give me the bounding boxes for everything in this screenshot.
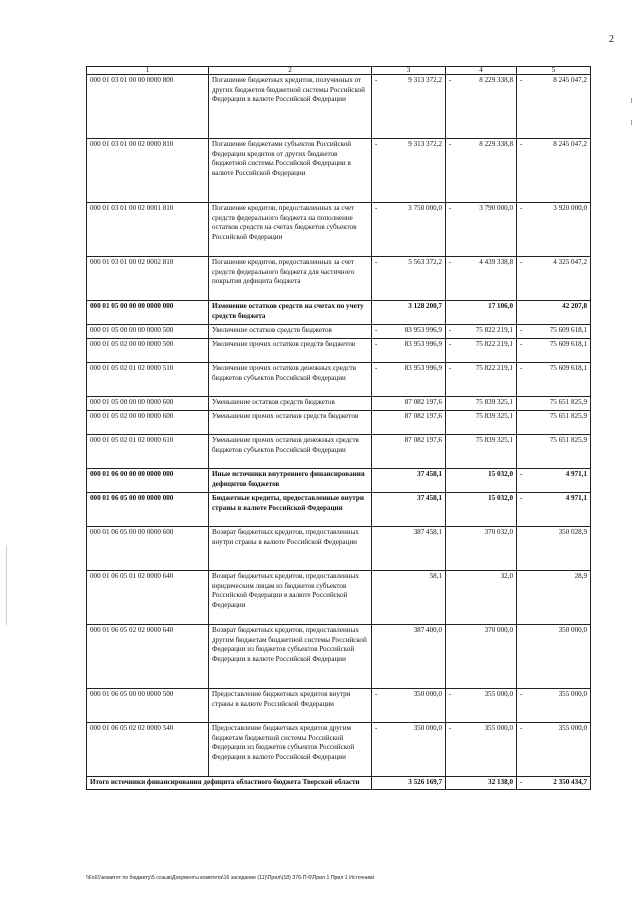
scan-margin-mark <box>631 120 632 125</box>
budget-code: 000 01 06 05 01 02 0000 640 <box>87 571 209 625</box>
amount-year-1: - 3 750 000,0 <box>372 203 446 257</box>
amount-year-1: 87 082 197,6 <box>372 435 446 469</box>
minus-sign: - <box>375 690 378 698</box>
amount-year-2: - 75 822 219,1 <box>446 363 517 397</box>
minus-sign: - <box>520 778 523 786</box>
budget-item-name: Возврат бюджетных кредитов, предоставленных юридическим лицам из бюджетов субъектов Российской Федерации в валюте Российской Федерации <box>209 571 372 625</box>
amount-year-3: - 355 000,0 <box>517 689 591 723</box>
minus-sign: - <box>449 340 452 348</box>
amount-year-1: - 83 953 996,9 <box>372 325 446 339</box>
minus-sign: - <box>520 76 523 84</box>
budget-item-name: Погашение бюджетами субъектов Российской Федерации кредитов от других бюджетов бюджетной системы Российской Федерации в валюте Российской Федерации <box>209 139 372 203</box>
budget-item-name: Иные источники внутреннего финансирования дефицитов бюджетов <box>209 469 372 493</box>
amount-year-2: - 3 790 000,0 <box>446 203 517 257</box>
amount-year-3: - 3 920 000,0 <box>517 203 591 257</box>
table-row <box>87 723 591 777</box>
table-row <box>87 527 591 571</box>
amount-year-2: 15 032,0 <box>446 469 517 493</box>
file-path-footer: \\Fs01\комитет по бюджету\5 созыв\Документы комитета\16 заседание (11)\Прил\(18) 376-П-6\Прил 1 Прил 1 Источники <box>86 875 375 881</box>
amount-year-3: 75 651 825,9 <box>517 397 591 411</box>
budget-item-name: Возврат бюджетных кредитов, предоставленных внутри страны в валюте Российской Федерации <box>209 527 372 571</box>
budget-code: 000 01 06 05 00 00 0000 000 <box>87 493 209 527</box>
budget-code: 000 01 05 02 01 02 0000 610 <box>87 435 209 469</box>
amount-year-2: - 8 229 338,8 <box>446 75 517 139</box>
minus-sign: - <box>520 690 523 698</box>
budget-item-name: Погашение кредитов, предоставленных за счет средств федерального бюджета на пополнение остатков средств на счетах бюджетов субъектов Российской Федерации <box>209 203 372 257</box>
minus-sign: - <box>520 340 523 348</box>
budget-sources-table <box>86 66 591 790</box>
budget-code: 000 01 05 02 00 00 0000 600 <box>87 411 209 435</box>
budget-code: 000 01 06 05 00 00 0000 500 <box>87 689 209 723</box>
minus-sign: - <box>375 140 378 148</box>
amount-year-3: - 355 000,0 <box>517 723 591 777</box>
minus-sign: - <box>520 140 523 148</box>
table-row <box>87 435 591 469</box>
minus-sign: - <box>375 76 378 84</box>
amount-year-1: - 83 953 996,9 <box>372 339 446 363</box>
budget-item-name: Увеличение остатков средств бюджетов <box>209 325 372 339</box>
amount-year-3: - 75 609 618,1 <box>517 363 591 397</box>
amount-year-1: 387 400,0 <box>372 625 446 689</box>
budget-item-name: Бюджетные кредиты, предоставленные внутри страны в валюте Российской Федерации <box>209 493 372 527</box>
minus-sign: - <box>520 724 523 732</box>
total-label: Итого источники финансирования дефицита областного бюджета Тверской области <box>87 777 372 790</box>
table-row <box>87 571 591 625</box>
budget-item-name: Предоставление бюджетных кредитов внутри страны в валюте Российской Федерации <box>209 689 372 723</box>
minus-sign: - <box>375 204 378 212</box>
budget-item-name: Погашение бюджетных кредитов, полученных от других бюджетов бюджетной системы Российской Федерации в валюте Российской Федерации <box>209 75 372 139</box>
budget-code: 000 01 06 05 00 00 0000 600 <box>87 527 209 571</box>
budget-item-name: Изменение остатков средств на счетах по учету средств бюджета <box>209 301 372 325</box>
amount-year-2: 15 032,0 <box>446 493 517 527</box>
amount-year-2: 32,0 <box>446 571 517 625</box>
budget-code: 000 01 03 01 00 02 0002 810 <box>87 257 209 301</box>
budget-code: 000 01 06 05 02 02 0000 640 <box>87 625 209 689</box>
table-row <box>87 257 591 301</box>
budget-item-name: Увеличение прочих остатков денежных средств бюджетов субъектов Российской Федерации <box>209 363 372 397</box>
amount-year-2: 370 000,0 <box>446 625 517 689</box>
minus-sign: - <box>375 326 378 334</box>
table-row <box>87 689 591 723</box>
total-row <box>87 777 591 790</box>
budget-code: 000 01 03 01 00 02 0001 810 <box>87 203 209 257</box>
amount-year-1: - 350 000,0 <box>372 723 446 777</box>
column-number-row <box>87 67 591 75</box>
minus-sign: - <box>449 204 452 212</box>
amount-year-3: - 75 609 618,1 <box>517 339 591 363</box>
budget-code: 000 01 05 00 00 00 0000 000 <box>87 301 209 325</box>
minus-sign: - <box>520 204 523 212</box>
table-row <box>87 411 591 435</box>
amount-year-3: - 4 325 047,2 <box>517 257 591 301</box>
amount-year-1: - 9 313 372,2 <box>372 75 446 139</box>
amount-year-2: - 355 000,0 <box>446 689 517 723</box>
minus-sign: - <box>449 76 452 84</box>
amount-year-2: - 8 229 338,8 <box>446 139 517 203</box>
amount-year-3: 350 028,9 <box>517 527 591 571</box>
amount-year-1: 87 082 197,6 <box>372 397 446 411</box>
amount-year-1: 3 128 200,7 <box>372 301 446 325</box>
minus-sign: - <box>449 140 452 148</box>
budget-code: 000 01 06 00 00 00 0000 000 <box>87 469 209 493</box>
amount-year-1: 87 082 197,6 <box>372 411 446 435</box>
minus-sign: - <box>375 258 378 266</box>
table-row <box>87 301 591 325</box>
minus-sign: - <box>520 326 523 334</box>
amount-year-1: 37 458,1 <box>372 493 446 527</box>
budget-item-name: Уменьшение остатков средств бюджетов <box>209 397 372 411</box>
amount-year-3: 75 651 825,9 <box>517 435 591 469</box>
amount-year-3: 42 207,8 <box>517 301 591 325</box>
budget-item-name: Погашение кредитов, предоставленных за счет средств федерального бюджета для частичного покрытия дефицита бюджета <box>209 257 372 301</box>
table-row <box>87 325 591 339</box>
column-number: 3 <box>372 67 446 75</box>
amount-year-2: 17 106,0 <box>446 301 517 325</box>
budget-code: 000 01 05 02 01 02 0000 510 <box>87 363 209 397</box>
amount-year-2: - 355 000,0 <box>446 723 517 777</box>
amount-year-2: - 4 439 338,8 <box>446 257 517 301</box>
budget-item-name: Предоставление бюджетных кредитов другим бюджетам бюджетной системы Российской Федерации из бюджетов субъектов Российской Федерации в валюте Российской Федерации <box>209 723 372 777</box>
budget-code: 000 01 05 02 00 00 0000 500 <box>87 339 209 363</box>
amount-year-2: - 75 822 219,1 <box>446 339 517 363</box>
amount-year-1: - 5 563 372,2 <box>372 257 446 301</box>
minus-sign: - <box>375 364 378 372</box>
amount-year-3: 28,9 <box>517 571 591 625</box>
total-value-year-1: 3 526 169,7 <box>372 777 446 790</box>
budget-item-name: Возврат бюджетных кредитов, предоставленных другим бюджетам бюджетной системы Российской Федерации из бюджетов субъектов Российской Федерации в валюте Российской Федерации <box>209 625 372 689</box>
budget-item-name: Увеличение прочих остатков средств бюджетов <box>209 339 372 363</box>
amount-year-2: 75 839 325,1 <box>446 435 517 469</box>
table-row <box>87 203 591 257</box>
amount-year-3: - 4 971,1 <box>517 493 591 527</box>
table-row <box>87 139 591 203</box>
minus-sign: - <box>449 364 452 372</box>
minus-sign: - <box>520 470 523 478</box>
budget-item-name: Уменьшение прочих остатков средств бюджетов <box>209 411 372 435</box>
minus-sign: - <box>449 724 452 732</box>
amount-year-2: - 75 822 219,1 <box>446 325 517 339</box>
budget-code: 000 01 06 05 02 02 0000 540 <box>87 723 209 777</box>
amount-year-3: 350 000,0 <box>517 625 591 689</box>
page-number: 2 <box>609 34 614 45</box>
minus-sign: - <box>449 326 452 334</box>
minus-sign: - <box>520 364 523 372</box>
table-row <box>87 75 591 139</box>
table-row <box>87 469 591 493</box>
budget-code: 000 01 05 00 00 00 0000 600 <box>87 397 209 411</box>
amount-year-2: 75 839 325,1 <box>446 411 517 435</box>
scan-margin-mark <box>631 98 632 103</box>
amount-year-1: - 9 313 372,2 <box>372 139 446 203</box>
budget-item-name: Уменьшение прочих остатков денежных средств бюджетов субъектов Российской Федерации <box>209 435 372 469</box>
amount-year-1: 37 458,1 <box>372 469 446 493</box>
total-value-year-3: - 2 350 434,7 <box>517 777 591 790</box>
amount-year-2: 75 839 325,1 <box>446 397 517 411</box>
table-row <box>87 363 591 397</box>
table-row <box>87 625 591 689</box>
minus-sign: - <box>520 258 523 266</box>
table-row <box>87 493 591 527</box>
minus-sign: - <box>375 340 378 348</box>
amount-year-3: 75 651 825,9 <box>517 411 591 435</box>
amount-year-1: - 83 953 996,9 <box>372 363 446 397</box>
amount-year-1: 58,1 <box>372 571 446 625</box>
amount-year-2: 370 032,0 <box>446 527 517 571</box>
scan-edge-line <box>6 545 7 625</box>
budget-code: 000 01 05 00 00 00 0000 500 <box>87 325 209 339</box>
total-value-year-2: 32 138,0 <box>446 777 517 790</box>
column-number: 1 <box>87 67 209 75</box>
amount-year-1: - 350 000,0 <box>372 689 446 723</box>
amount-year-3: - 8 245 047,2 <box>517 75 591 139</box>
minus-sign: - <box>449 690 452 698</box>
column-number: 2 <box>209 67 372 75</box>
amount-year-3: - 75 609 618,1 <box>517 325 591 339</box>
minus-sign: - <box>375 724 378 732</box>
column-number: 5 <box>517 67 591 75</box>
amount-year-3: - 8 245 047,2 <box>517 139 591 203</box>
amount-year-1: 387 458,1 <box>372 527 446 571</box>
table-row <box>87 397 591 411</box>
column-number: 4 <box>446 67 517 75</box>
amount-year-3: - 4 971,1 <box>517 469 591 493</box>
minus-sign: - <box>449 258 452 266</box>
table-row <box>87 339 591 363</box>
minus-sign: - <box>520 494 523 502</box>
budget-code: 000 01 03 01 00 02 0000 810 <box>87 139 209 203</box>
budget-code: 000 01 03 01 00 00 0000 800 <box>87 75 209 139</box>
